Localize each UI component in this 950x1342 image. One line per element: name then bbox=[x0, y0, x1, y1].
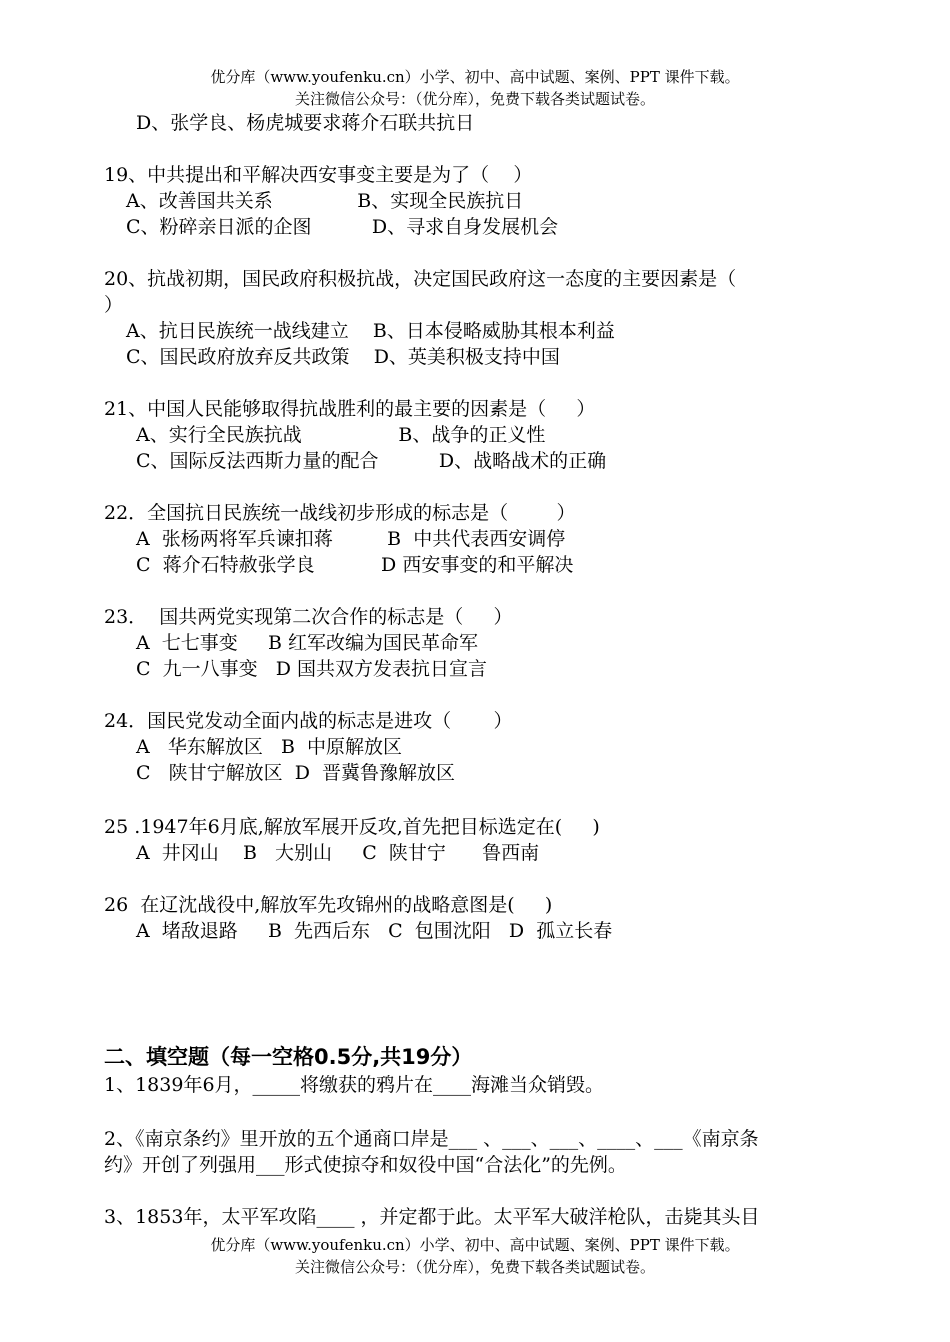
q23-options-ab: A 七七事变 B 红军改编为国民革命军 bbox=[136, 632, 479, 654]
footer-line-2: 关注微信公众号：（优分库），免费下载各类试题试卷。 bbox=[294, 1258, 655, 1276]
q20-stem-cont: ） bbox=[104, 294, 124, 316]
q19-stem: 19、中共提出和平解决西安事变主要是为了（ ） bbox=[104, 164, 533, 186]
q20-stem: 20、抗战初期，国民政府积极抗战，决定国民政府这一态度的主要因素是（ bbox=[104, 268, 737, 290]
section-2-title: 二、填空题（每一空格0.5分,共19分） bbox=[104, 1045, 473, 1069]
header-line-1: 优分库（www.youfenku.cn）小学、初中、高中试题、案例、PPT 课件下载。 bbox=[210, 68, 740, 86]
q23-stem: 23． 国共两党实现第二次合作的标志是（ ） bbox=[104, 606, 513, 628]
q26-stem: 26 在辽沈战役中,解放军先攻锦州的战略意图是( ) bbox=[104, 894, 553, 916]
q25-stem: 25 .1947年6月底,解放军展开反攻,首先把目标选定在( ) bbox=[104, 816, 600, 838]
q24-options-ab: A 华东解放区 B 中原解放区 bbox=[136, 736, 403, 758]
q21-stem: 21、中国人民能够取得抗战胜利的最主要的因素是（ ） bbox=[104, 398, 596, 420]
q22-options-cd: C 蒋介石特赦张学良 D 西安事变的和平解决 bbox=[136, 554, 574, 576]
fill-1: 1、1839年6月，_____将缴获的鸦片在____海滩当众销毁。 bbox=[104, 1074, 605, 1096]
q24-stem: 24．国民党发动全面内战的标志是进攻（ ） bbox=[104, 710, 513, 732]
q19-options-cd: C、粉碎亲日派的企图 D、寻求自身发展机会 bbox=[126, 216, 559, 238]
fill-3-line-1: 3、1853年，太平军攻陷____ ，并定都于此。太平军大破洋枪队，击毙其头目 bbox=[104, 1206, 760, 1228]
q19-options-ab: A、改善国共关系 B、实现全民族抗日 bbox=[126, 190, 524, 212]
q25-options: A 井冈山 B 大别山 C 陕甘宁 鲁西南 bbox=[136, 842, 540, 864]
q21-options-cd: C、国际反法西斯力量的配合 D、战略战术的正确 bbox=[136, 450, 607, 472]
q22-options-ab: A 张杨两将军兵谏扣蒋 B 中共代表西安调停 bbox=[136, 528, 566, 550]
q22-stem: 22．全国抗日民族统一战线初步形成的标志是（ ） bbox=[104, 502, 576, 524]
header-line-2: 关注微信公众号：（优分库），免费下载各类试题试卷。 bbox=[294, 90, 655, 108]
fill-2-line-1: 2、《南京条约》里开放的五个通商口岸是___ 、___、___、____、___《南京条 bbox=[104, 1128, 759, 1150]
fill-2-line-2: 约》开创了列强用___形式使掠夺和奴役中国“合法化”的先例。 bbox=[104, 1154, 627, 1176]
q18-option-d: D、张学良、杨虎城要求蒋介石联共抗日 bbox=[136, 112, 475, 134]
footer-line-1: 优分库（www.youfenku.cn）小学、初中、高中试题、案例、PPT 课件下载。 bbox=[210, 1236, 740, 1254]
q21-options-ab: A、实行全民族抗战 B、战争的正义性 bbox=[136, 424, 546, 446]
q26-options: A 堵敌退路 B 先西后东 C 包围沈阳 D 孤立长春 bbox=[136, 920, 613, 942]
q20-options-ab: A、抗日民族统一战线建立 B、日本侵略威胁其根本利益 bbox=[126, 320, 615, 342]
q20-options-cd: C、国民政府放弃反共政策 D、英美积极支持中国 bbox=[126, 346, 560, 368]
q23-options-cd: C 九一八事变 D 国共双方发表抗日宣言 bbox=[136, 658, 488, 680]
q24-options-cd: C 陕甘宁解放区 D 晋冀鲁豫解放区 bbox=[136, 762, 456, 784]
